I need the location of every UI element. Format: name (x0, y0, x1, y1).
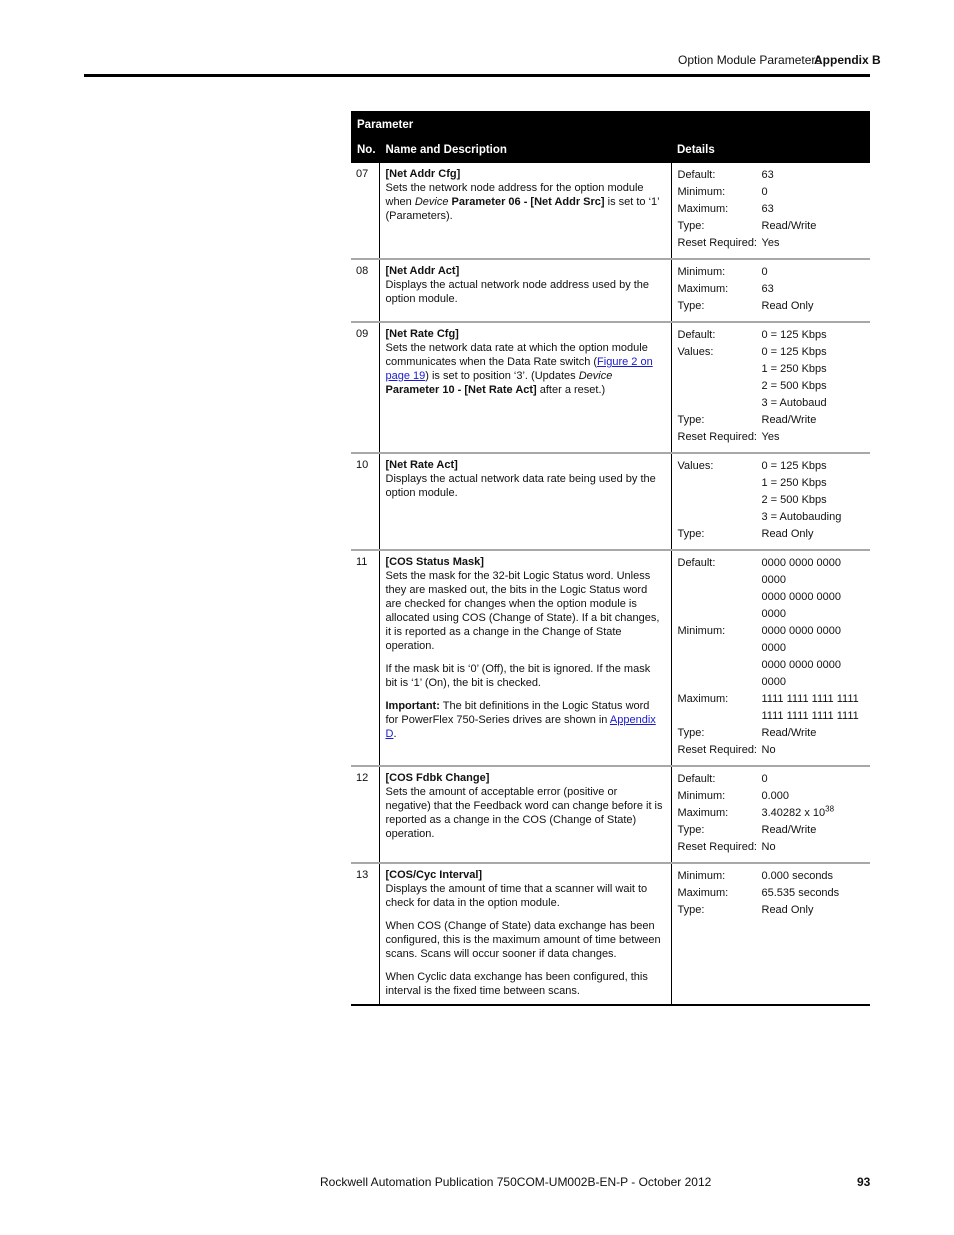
detail-value: 0 = 125 Kbps (761, 329, 827, 341)
param-description-cell (379, 550, 671, 766)
param-description: Displays the actual network data rate being used by the option module. (385, 473, 656, 499)
detail-row (678, 885, 865, 902)
detail-value: 63 (761, 203, 774, 215)
desc-param-ref: Parameter 10 - [Net Rate Act] (385, 384, 537, 396)
desc-param-ref: Parameter 06 - [Net Addr Src] (451, 196, 605, 208)
detail-key (678, 492, 762, 509)
detail-value: 1 = 250 Kbps (761, 363, 827, 375)
detail-value: 0 (761, 266, 768, 278)
param-description: Displays the amount of time that a scanner will wait to check for data in the option module. (385, 883, 648, 909)
param-name: [Net Addr Act] (385, 265, 460, 277)
detail-row (678, 902, 865, 919)
footer-publication: Rockwell Automation Publication 750COM-UM002B-EN-P - October 2012 (320, 1175, 712, 1189)
page-number: 93 (857, 1175, 871, 1189)
desc-italic: Device (578, 370, 613, 382)
detail-row (678, 526, 865, 543)
detail-key (678, 589, 762, 623)
param-number: 13 (351, 863, 379, 1005)
detail-value: 0000 0000 0000 0000 (761, 591, 842, 620)
detail-key (678, 509, 762, 526)
detail-value: 0 (761, 773, 768, 785)
detail-key (678, 395, 762, 412)
detail-key: Type: (677, 824, 705, 836)
detail-key: Type: (677, 904, 705, 916)
detail-key: Maximum: (677, 203, 729, 215)
param-details (671, 259, 870, 322)
detail-value: Read Only (761, 528, 814, 540)
desc-text: after a reset.) (536, 384, 606, 396)
appendix-link[interactable]: Appendix D (385, 714, 656, 740)
param-name: [Net Rate Cfg] (385, 328, 459, 340)
detail-key: Type: (677, 528, 705, 540)
detail-key (678, 657, 762, 691)
detail-key: Type: (677, 300, 705, 312)
detail-value: 0000 0000 0000 0000 (761, 659, 842, 688)
param-description: Sets the mask for the 32-bit Logic Status word. Unless they are masked out, the bits in the Logic Status word are checked for changes when the option module is allocated using COS (Change of State). If a bit changes, it is reported as a change in the Change of State operation. (385, 570, 660, 652)
param-number: 10 (351, 453, 379, 550)
detail-row (678, 361, 865, 378)
detail-row (678, 623, 865, 657)
detail-row (678, 492, 865, 509)
running-header-appendix: Appendix B (814, 53, 881, 67)
table-row (351, 766, 870, 863)
param-name: [COS Fdbk Change] (385, 772, 490, 784)
param-description: Displays the actual network node address used by the option module. (385, 279, 650, 305)
detail-value: 0000 0000 0000 0000 (761, 625, 842, 654)
parameter-table (351, 111, 870, 1006)
param-name: [COS Status Mask] (385, 556, 484, 568)
detail-key: Reset Required: (677, 431, 757, 443)
detail-row (678, 344, 865, 361)
param-details (671, 163, 870, 259)
detail-value: 65.535 seconds (761, 887, 840, 899)
param-description (386, 341, 665, 397)
detail-value: No (761, 841, 776, 853)
detail-value: 0000 0000 0000 0000 (761, 557, 842, 586)
detail-value: 63 (761, 169, 774, 181)
detail-value: Read/Write (761, 824, 817, 836)
detail-row (678, 771, 865, 788)
param-description-cell (379, 259, 671, 322)
detail-value-base: 3.40282 x 10 (761, 807, 826, 819)
param-description (386, 181, 665, 223)
detail-value: Read/Write (761, 414, 817, 426)
detail-key: Minimum: (677, 870, 726, 882)
detail-value: 0 = 125 Kbps (761, 346, 827, 358)
detail-row (678, 657, 865, 691)
detail-value: Yes (761, 431, 780, 443)
detail-row (678, 412, 865, 429)
table-row (351, 453, 870, 550)
param-number: 12 (351, 766, 379, 863)
detail-key: Reset Required: (677, 744, 757, 756)
detail-value: Read Only (761, 300, 814, 312)
detail-row (678, 281, 865, 298)
detail-key: Default: (677, 773, 716, 785)
detail-row (678, 509, 865, 526)
desc-text: ) is set to position ‘3’. (Updates (425, 370, 579, 382)
detail-key (678, 361, 762, 378)
figure-link[interactable]: Figure 2 on page 19 (385, 356, 653, 382)
detail-key: Values: (677, 460, 714, 472)
column-header-name: Name and Description (379, 137, 671, 163)
detail-row (678, 184, 865, 201)
detail-key: Reset Required: (677, 841, 757, 853)
detail-key: Minimum: (677, 266, 726, 278)
param-description: When COS (Change of State) data exchange has been configured, this is the maximum amount of time between scans. Scans will occur sooner if data changes. (385, 920, 661, 960)
table-row (351, 259, 870, 322)
detail-key: Reset Required: (677, 237, 757, 249)
param-description-cell (379, 322, 671, 453)
table-row (351, 863, 870, 1005)
detail-key: Values: (677, 346, 714, 358)
desc-text: is set to ‘1’ (Parameters). (385, 196, 660, 222)
detail-value: 1111 1111 1111 1111 (761, 710, 859, 722)
table-row (351, 163, 870, 259)
detail-row (678, 458, 865, 475)
detail-value: 0 = 125 Kbps (761, 460, 827, 472)
column-header-no: No. (351, 137, 379, 163)
param-description: If the mask bit is ‘0’ (Off), the bit is ignored. If the mask bit is ‘1’ (On), the bit is checked. (385, 663, 651, 689)
detail-row (678, 868, 865, 885)
detail-key: Maximum: (677, 807, 729, 819)
param-details (671, 766, 870, 863)
param-important-note (386, 699, 665, 741)
table-header (351, 111, 870, 163)
param-name: [COS/Cyc Interval] (385, 869, 483, 881)
desc-text: The bit definitions in the Logic Status word for PowerFlex 750-Series drives are shown in (385, 700, 650, 726)
param-number: 08 (351, 259, 379, 322)
detail-row (678, 788, 865, 805)
detail-row (678, 822, 865, 839)
detail-value-exponent: 38 (825, 804, 835, 814)
detail-key: Type: (677, 727, 705, 739)
param-name: [Net Rate Act] (385, 459, 458, 471)
param-description-cell (379, 453, 671, 550)
detail-key: Maximum: (677, 887, 729, 899)
detail-row (678, 327, 865, 344)
detail-value: 1 = 250 Kbps (761, 477, 827, 489)
detail-value: 0.000 (761, 790, 790, 802)
table-row (351, 322, 870, 453)
param-name: [Net Addr Cfg] (385, 168, 461, 180)
detail-row (678, 589, 865, 623)
detail-value: 3 = Autobauding (761, 511, 842, 523)
param-description-cell (379, 766, 671, 863)
detail-row (678, 691, 865, 708)
detail-key: Maximum: (677, 693, 729, 705)
detail-row (678, 839, 865, 856)
detail-value: Read/Write (761, 727, 817, 739)
detail-key: Maximum: (677, 283, 729, 295)
detail-key: Default: (677, 169, 716, 181)
detail-key: Minimum: (677, 625, 726, 637)
important-label: Important: (385, 700, 440, 712)
param-description-cell (379, 863, 671, 1005)
detail-value (762, 805, 865, 822)
detail-row (678, 429, 865, 446)
detail-row (678, 218, 865, 235)
detail-key (678, 378, 762, 395)
detail-row (678, 395, 865, 412)
detail-value: No (761, 744, 776, 756)
param-details (671, 550, 870, 766)
detail-key: Minimum: (677, 186, 726, 198)
detail-value: 0.000 seconds (761, 870, 834, 882)
desc-italic: Device (414, 196, 449, 208)
detail-key (678, 708, 762, 725)
desc-text: . (393, 728, 397, 740)
param-description: When Cyclic data exchange has been configured, this interval is the fixed time between scans. (385, 971, 648, 997)
detail-row (678, 555, 865, 589)
desc-text: Sets the network data rate at which the option module communicates when the Data Rate switch ( (385, 342, 648, 368)
detail-value: 3 = Autobaud (761, 397, 827, 409)
column-header-details: Details (671, 137, 870, 163)
detail-key: Default: (677, 329, 716, 341)
param-description: Sets the amount of acceptable error (positive or negative) that the Feedback word can change before it is reported as a change in the COS (Change of State) operation. (385, 786, 663, 840)
table-row (351, 550, 870, 766)
detail-value: 0 (761, 186, 768, 198)
detail-key: Type: (677, 414, 705, 426)
detail-key: Type: (677, 220, 705, 232)
desc-text: Sets the network node address for the option module when (385, 182, 644, 208)
parameter-group-header: Parameter (351, 111, 870, 137)
detail-row (678, 805, 865, 822)
detail-key: Default: (677, 557, 716, 569)
detail-value: Yes (761, 237, 780, 249)
param-number: 07 (351, 163, 379, 259)
detail-row (678, 264, 865, 281)
detail-row (678, 725, 865, 742)
detail-value: 2 = 500 Kbps (761, 494, 827, 506)
detail-row (678, 475, 865, 492)
detail-row (678, 235, 865, 252)
detail-row (678, 708, 865, 725)
param-number: 11 (351, 550, 379, 766)
detail-row (678, 167, 865, 184)
detail-key: Minimum: (677, 790, 726, 802)
detail-value: 2 = 500 Kbps (761, 380, 827, 392)
param-details (671, 453, 870, 550)
param-details (671, 863, 870, 1005)
running-header-title: Option Module Parameters (678, 53, 822, 67)
detail-value: Read/Write (761, 220, 817, 232)
param-description-cell (379, 163, 671, 259)
detail-row (678, 378, 865, 395)
detail-value: Read Only (761, 904, 814, 916)
detail-row (678, 742, 865, 759)
detail-row (678, 201, 865, 218)
header-rule (84, 74, 870, 77)
detail-value: 1111 1111 1111 1111 (761, 693, 859, 705)
param-details (671, 322, 870, 453)
detail-key (678, 475, 762, 492)
detail-value: 63 (761, 283, 774, 295)
param-number: 09 (351, 322, 379, 453)
detail-row (678, 298, 865, 315)
